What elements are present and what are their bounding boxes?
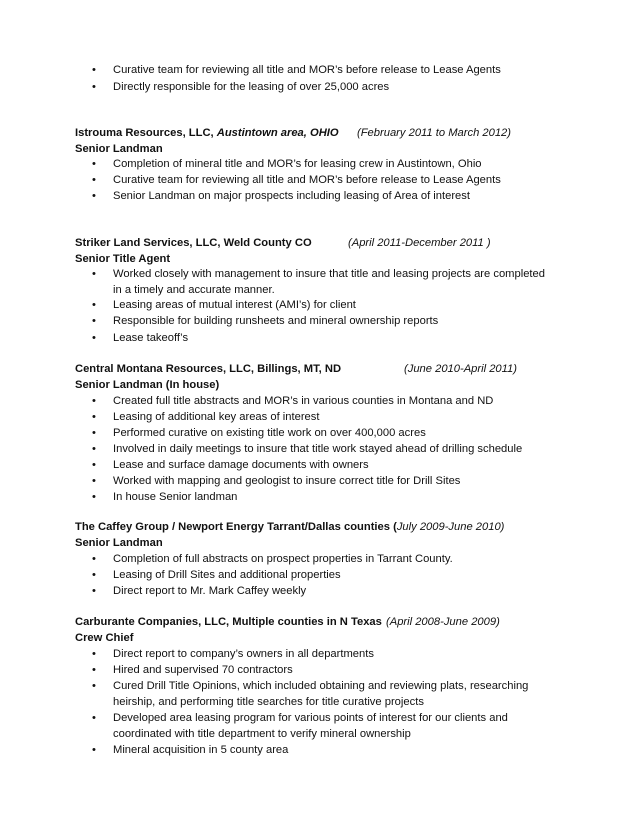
job-dates: (April 2008-June 2009)	[386, 616, 500, 628]
job-title: Senior Landman (In house)	[75, 379, 220, 391]
company-name: Carburante Companies, LLC, Multiple counties in N Texas	[75, 616, 382, 628]
bullet-icon: •	[92, 315, 96, 327]
bullet-icon: •	[92, 268, 96, 280]
company-name: The Caffey Group / Newport Energy Tarrant/Dallas counties (	[75, 521, 397, 533]
job-title: Senior Landman	[75, 143, 163, 155]
job-header	[75, 361, 341, 378]
job-dates: July 2009-June 2010)	[396, 521, 505, 533]
company-name: Striker Land Services, LLC, Weld County CO	[75, 237, 312, 249]
bullet-icon: •	[92, 443, 96, 455]
bullet-icon: •	[92, 81, 96, 93]
job-header	[75, 614, 382, 631]
bullet-icon: •	[92, 491, 96, 503]
job-dates: (April 2011-December 2011 )	[348, 237, 491, 249]
bullet-icon: •	[92, 664, 96, 676]
bullet-icon: •	[92, 395, 96, 407]
bullet-icon: •	[92, 174, 96, 186]
bullet-icon: •	[92, 744, 96, 756]
bullet-icon: •	[92, 680, 96, 692]
list-item-continuation: heirship, and performing title searches for title curative projects	[113, 696, 424, 708]
job-title: Crew Chief	[75, 632, 134, 644]
list-item-continuation: in a timely and accurate manner.	[113, 284, 275, 296]
job-header	[75, 519, 504, 536]
company-name: Istrouma Resources, LLC,	[75, 127, 214, 139]
job-title: Senior Landman	[75, 537, 163, 549]
bullet-icon: •	[92, 64, 96, 76]
resume-page: • Curative team for reviewing all title and MOR’s before release to Lease Agents • Directly responsible for the leasing of over 25,000 acres Istrouma Resources, LLC, Austintown area, OHIO (February 2011 to March 2012) Senior Landman • Completion of mineral title and MOR’s for leasing crew in Austintown, Ohio • Curative team for reviewing all title and MOR’s before release to Lease Agents • Senior Landman on major prospects including leasing of Area of interest Striker Land Services, LLC, Weld County CO (April 2011-December 2011 ) Senior Title Agent • Worked closely with management to insure that title and leasing projects are completed in a timely and accurate manner. • Leasing areas of mutual interest (AMI’s) for client • Responsible for building runsheets and mineral ownership reports • Lease takeoff’s Central Montana Resources, LLC, Billings, MT, ND (June 2010-April 2011) Senior Landman (In house) • Created full title abstracts and MOR’s in various counties in Montana and ND • Leasing of additional key areas of interest • Performed curative on existing title work on over 400,000 acres • Involved in daily meetings to insure that title work stayed ahead of drilling schedule • Lease and surface damage documents with owners • Worked with mapping and geologist to insure correct title for Drill Sites • In house Senior landman The Caffey Group / Newport Energy Tarrant/Dallas counties (July 2009-June 2010) Senior Landman • Completion of full abstracts on prospect properties in Tarrant County. • Leasing of Drill Sites and additional properties • Direct report to Mr. Mark Caffey weekly Carburante Companies, LLC, Multiple counties in N Texas (April 2008-June 2009) Crew Chief • Direct report to company’s owners in all departments • Hired and supervised 70 contractors • Cured Drill Title Opinions, which included obtaining and reviewing plats, researching heirship, and performing title searches for title curative projects • Developed area leasing program for various points of interest for our clients and coordinated with title department to verify mineral ownership • Mineral acquisition in 5 county area	[0, 0, 638, 826]
bullet-icon: •	[92, 459, 96, 471]
job-dates: (June 2010-April 2011)	[404, 363, 517, 375]
list-item-continuation: coordinated with title department to verify mineral ownership	[113, 728, 411, 740]
job-header	[75, 235, 312, 252]
bullet-icon: •	[92, 158, 96, 170]
bullet-icon: •	[92, 190, 96, 202]
bullet-icon: •	[92, 299, 96, 311]
job-location: Austintown area, OHIO	[216, 127, 339, 139]
bullet-icon: •	[92, 585, 96, 597]
company-name: Central Montana Resources, LLC, Billings, MT, ND	[75, 363, 342, 375]
bullet-icon: •	[92, 427, 96, 439]
bullet-icon: •	[92, 332, 96, 344]
bullet-icon: •	[92, 475, 96, 487]
bullet-icon: •	[92, 712, 96, 724]
job-title: Senior Title Agent	[75, 253, 171, 265]
job-dates: (February 2011 to March 2012)	[357, 127, 512, 139]
bullet-icon: •	[92, 648, 96, 660]
bullet-icon: •	[92, 411, 96, 423]
bullet-icon: •	[92, 553, 96, 565]
job-header	[75, 125, 339, 142]
bullet-icon: •	[92, 569, 96, 581]
